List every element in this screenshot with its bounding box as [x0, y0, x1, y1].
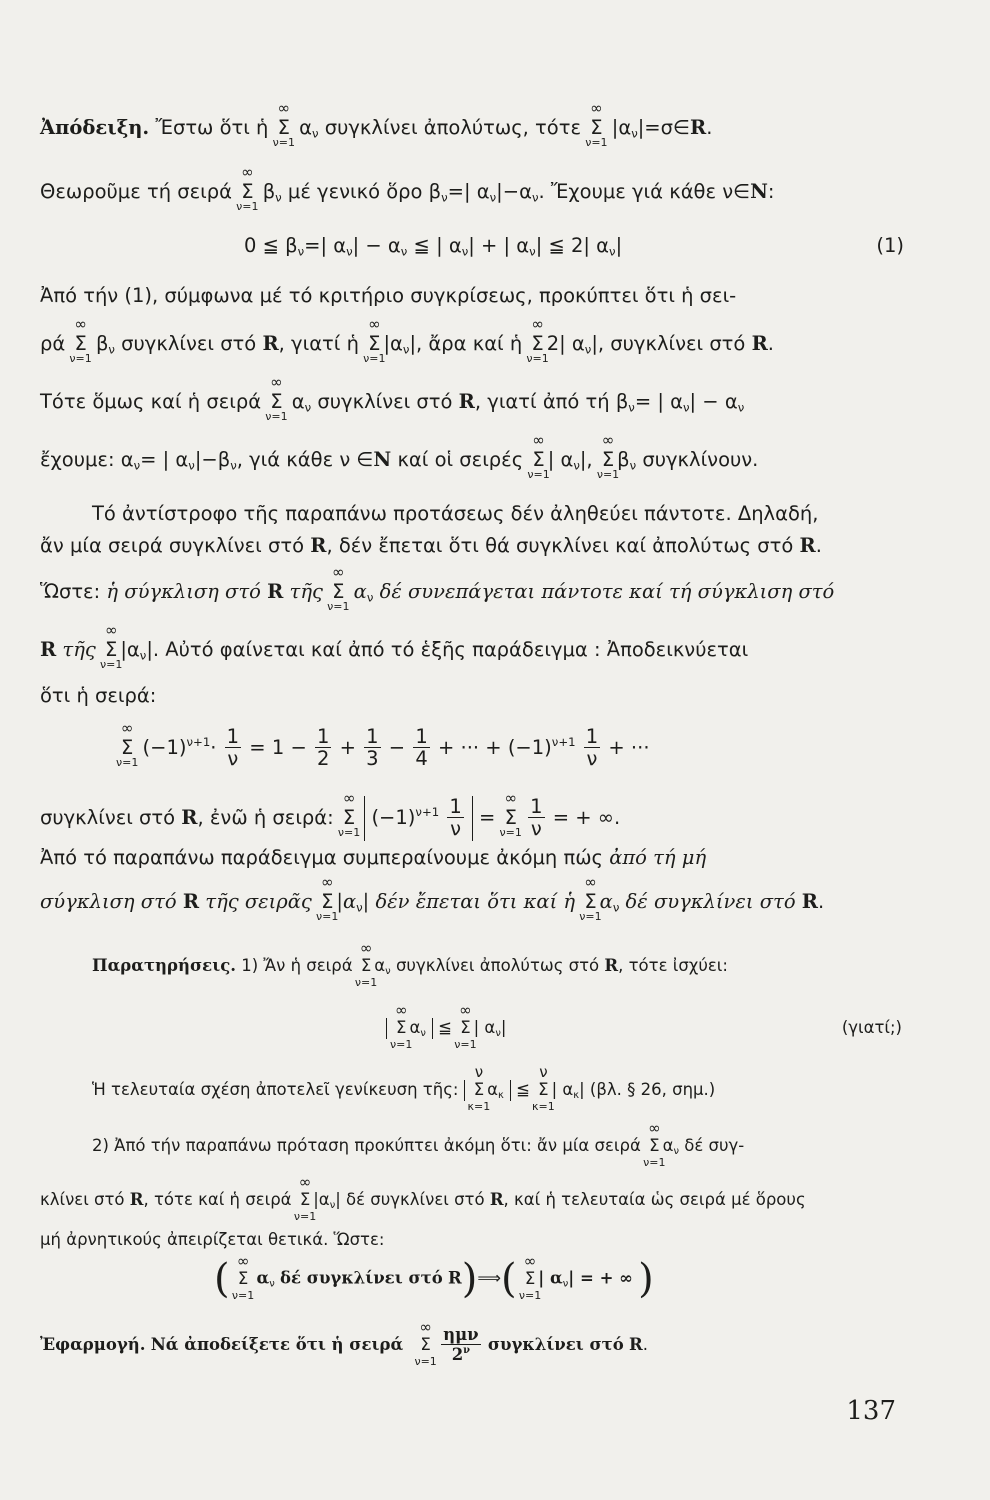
text-line-11: R τῆς Σ ∞ ν=1 $|\alpha_\nu|$. Αὐτό φαίνεται καί ἀπό τό ἑξῆς παράδειγμα : Ἀποδεικνύεται [40, 621, 749, 671]
text-line-21: κλίνει στό R, τότε καί ἡ σειρά Σ ∞ ν=1 $|\alpha_\nu|$ δέ συγκλίνει στό R, καί ἡ τελευταία ὡς σειρά μέ ὅρους [40, 1173, 806, 1223]
sum-symbol: Σ ∞ ν=1 [272, 99, 295, 149]
remarks-line: Παρατηρήσεις. 1) Ἄν ἡ σειρά Σ ∞ ν=1 $\alpha_\nu$ συγκλίνει ἀπολύτως στό R, τότε ἰσχύει: [92, 939, 728, 989]
text-line-8: Τό ἀντίστροφο τῆς παραπάνω προτάσεως δέν ἀληθεύει πάντοτε. Δηλαδή, [92, 502, 819, 525]
text-line-16: σύγκλιση στό R τῆς σειρᾶς Σ ∞ ν=1 $|\alpha_\nu|$ δέν ἔπεται ὅτι καί ἡ Σ ∞ ν=1 $\alpha_\nu$ δέ συγκλίνει στό R. [40, 873, 825, 923]
proof-label: Ἀπόδειξη. [40, 116, 150, 139]
remarks-label: Παρατηρήσεις. [92, 956, 236, 975]
equation-number: (1) [876, 234, 904, 257]
text-line-2: Θεωροῦμε τή σειρά Σ ∞ ν=1 $\beta_\nu$ μέ γενικό ὅρο $\beta_\nu=|$ $\alpha_\nu|-\alpha_\nu$. Ἔχουμε γιά κάθε ν∈N: [40, 163, 775, 213]
why-note: (γιατί;) [841, 1018, 902, 1037]
application-line: Ἐφαρμογή. Νά ἀποδείξετε ὅτι ἡ σειρά Σ ∞ ν=1 $\frac{\text{ημν}}{2^\nu}$ συγκλίνει στό R. [40, 1318, 649, 1369]
application-label: Ἐφαρμογή. [40, 1335, 146, 1355]
text-line-4: Ἀπό τήν (1), σύμφωνα μέ τό κριτήριο συγκρίσεως, προκύπτει ὅτι ἡ σει- [40, 284, 737, 307]
inequality-2: Σ ∞ ν=1 $\alpha_\nu$ ≦ Σ ∞ ν=1 | $\alpha_\nu|$ (γιατί;) [386, 1018, 902, 1039]
sum-symbol: Σ ∞ ν=1 [236, 163, 259, 213]
text-line-19: Ἡ τελευταία σχέση ἀποτελεῖ γενίκευση τῆς: Σ ν κ=1 $\alpha_\kappa$ ≦ Σ ν κ=1 | $\alpha_\kappa|$ (βλ. § 26, σημ.) [92, 1063, 716, 1113]
text-line-10: Ὥστε: ἡ σύγκλιση στό R τῆς Σ ∞ ν=1 $\alpha_\nu$ δέ συνεπάγεται πάντοτε καί τή σύγκλιση στό [40, 563, 835, 613]
text-line-7: ἔχουμε: $\alpha_\nu=$ | $\alpha_\nu|-\beta_\nu$, γιά κάθε ν ∈N καί οἱ σειρές Σ ∞ ν=1 | $\alpha_\nu|$, Σ ∞ ν=1 $\beta_\nu$ συγκλίνουν. [40, 431, 759, 481]
text-line-22: μή ἀρνητικούς ἀπειρίζεται θετικά. Ὥστε: [40, 1230, 385, 1249]
text-line-9: ἄν μία σειρά συγκλίνει στό R, δέν ἔπεται ὅτι θά συγκλίνει καί ἀπολύτως στό R. [40, 534, 822, 557]
page-number: 137 [846, 1396, 896, 1426]
series-equation: Σ ∞ ν=1 $(-1)^{\nu+1}\cdot$ $\frac{1}{\nu}$ = 1 − $\frac{1}{2}$ + $\frac{1}{3}$ − $\frac{1}{4}$ + ··· + $(-1)^{\nu+1}$ $\frac{1}{\nu}$ + ··· [115, 718, 650, 771]
text-line-5: ρά Σ ∞ ν=1 $\beta_\nu$ συγκλίνει στό R, γιατί ἡ Σ ∞ ν=1 $|\alpha_\nu|$, ἄρα καί ἡ Σ ∞ ν=1 2| $\alpha_\nu|$, συγκλίνει στό R. [40, 315, 774, 365]
text-line-12: ὅτι ἡ σειρά: [40, 684, 157, 707]
text-line-20: 2) Ἀπό τήν παραπάνω πρόταση προκύπτει ἀκόμη ὅτι: ἄν μία σειρά Σ ∞ ν=1 $\alpha_\nu$ δέ συγ- [92, 1119, 745, 1169]
implication: ( Σ ∞ ν=1 $\alpha_\nu$ δέ συγκλίνει στό R)⟹( Σ ∞ ν=1 | $\alpha_\nu|$ = + ∞ ) [214, 1251, 654, 1302]
sum-symbol: Σ ∞ ν=1 [585, 99, 608, 149]
text-line-14: συγκλίνει στό R, ἐνῶ ἡ σειρά: Σ ∞ ν=1 $(-1)^{\nu+1}$ $\frac{1}{\nu}$ = Σ ∞ ν=1 $\frac{1}{\nu}$ = + ∞. [40, 788, 621, 841]
proof-line-1: Ἀπόδειξη. Ἔστω ὅτι ἡ Σ ∞ ν=1 $\alpha_\nu$ συγκλίνει ἀπολύτως, τότε Σ ∞ ν=1 $|\alpha_\nu|=\sigma\in R$. [40, 99, 713, 149]
text-line-6: Τότε ὅμως καί ἡ σειρά Σ ∞ ν=1 $\alpha_\nu$ συγκλίνει στό R, γιατί ἀπό τή $\beta_\nu=$ | $\alpha_\nu| - \alpha_\nu$ [40, 373, 745, 423]
inequality-1: 0 ≦ $\beta_\nu=|$ $\alpha_\nu| - \alpha_\nu$ ≦ | $\alpha_\nu|$ + | $\alpha_\nu|$ ≦ 2| $\alpha_\nu|$ (1) [244, 234, 904, 259]
text-line-15: Ἀπό τό παραπάνω παράδειγμα συμπεραίνουμε ἀκόμη πώς ἀπό τή μή [40, 846, 707, 869]
